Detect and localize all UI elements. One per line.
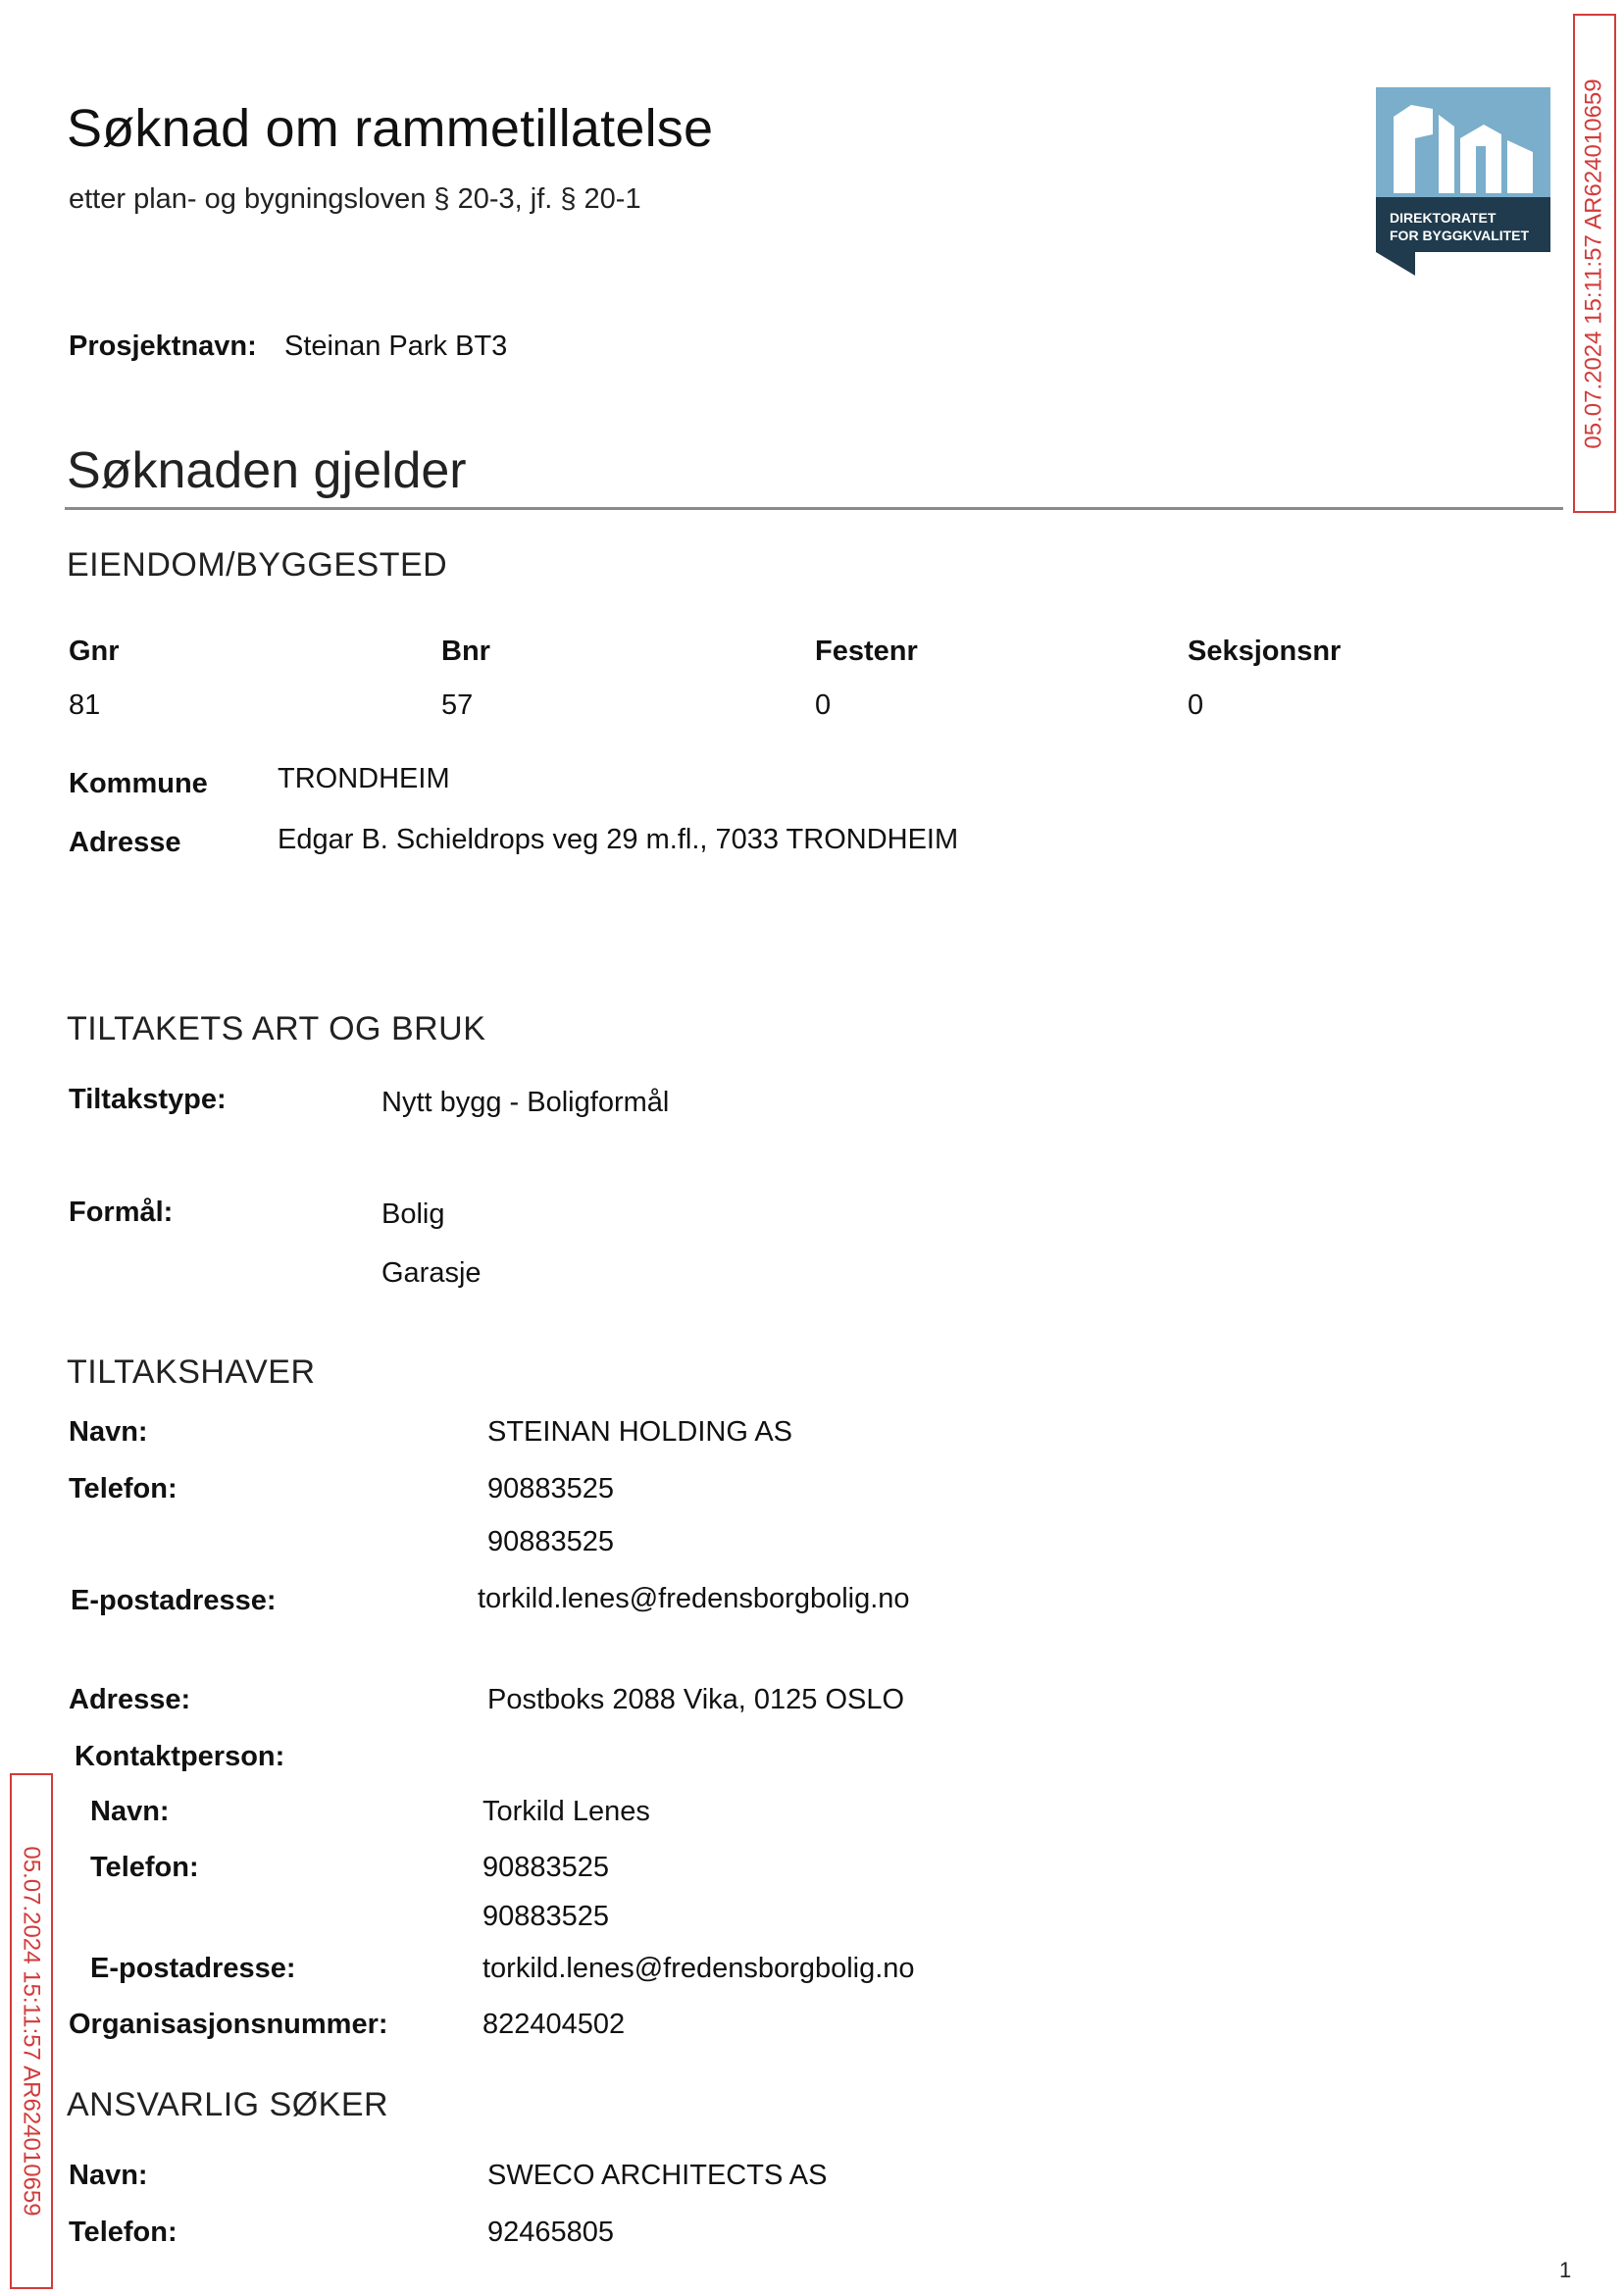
kontakt-telefon-value-1: 90883525	[482, 1852, 610, 1883]
bnr-value: 57	[441, 689, 474, 721]
gnr-value: 81	[69, 689, 101, 721]
orgnr-label: Organisasjonsnummer:	[69, 2009, 388, 2040]
ansvarlig-navn-label: Navn:	[69, 2160, 148, 2191]
logo-text-line2: FOR BYGGKVALITET	[1390, 228, 1530, 243]
tiltakshaver-adresse-label: Adresse:	[69, 1684, 191, 1715]
bnr-label: Bnr	[441, 636, 490, 667]
tiltakshaver-telefon-label: Telefon:	[69, 1473, 178, 1504]
kontakt-navn-label: Navn:	[90, 1796, 170, 1827]
seksjonsnr-value: 0	[1188, 689, 1204, 721]
logo-text-line1: DIREKTORATET	[1390, 210, 1497, 226]
tiltakshaver-adresse-value: Postboks 2088 Vika, 0125 OSLO	[487, 1684, 905, 1715]
formal-value-1: Bolig	[381, 1198, 445, 1230]
tiltakstype-label: Tiltakstype:	[69, 1084, 227, 1115]
project-name-label: Prosjektnavn:	[69, 331, 257, 362]
kontaktperson-label: Kontaktperson:	[75, 1741, 285, 1772]
stamp-text: 05.07.2024 15:11:57 AR624010659	[1581, 77, 1607, 449]
kontakt-navn-value: Torkild Lenes	[482, 1796, 650, 1827]
section-divider	[65, 507, 1563, 510]
festenr-value: 0	[815, 689, 832, 721]
timestamp-stamp-left	[10, 1773, 53, 2289]
tiltakshaver-epost-label: E-postadresse:	[71, 1585, 277, 1616]
seksjonsnr-label: Seksjonsnr	[1188, 636, 1342, 667]
ansvarlig-heading: ANSVARLIG SØKER	[67, 2086, 389, 2123]
project-name-value: Steinan Park BT3	[284, 331, 508, 362]
kontakt-telefon-value-2: 90883525	[482, 1901, 610, 1932]
adresse-label: Adresse	[69, 827, 181, 858]
kommune-label: Kommune	[69, 768, 208, 799]
page-subtitle: etter plan- og bygningsloven § 20-3, jf. § 20-1	[69, 183, 641, 215]
adresse-value: Edgar B. Schieldrops veg 29 m.fl., 7033 TRONDHEIM	[278, 824, 959, 855]
eiendom-heading: EIENDOM/BYGGESTED	[67, 546, 448, 584]
tiltakshaver-heading: TILTAKSHAVER	[67, 1353, 316, 1391]
kontakt-telefon-label: Telefon:	[90, 1852, 199, 1883]
tiltak-heading: TILTAKETS ART OG BRUK	[67, 1010, 486, 1047]
ansvarlig-telefon-label: Telefon:	[69, 2217, 178, 2248]
tiltakshaver-navn-label: Navn:	[69, 1416, 148, 1448]
formal-value-2: Garasje	[381, 1257, 482, 1289]
tiltakshaver-telefon-value-2: 90883525	[487, 1526, 615, 1557]
timestamp-stamp-right	[1573, 14, 1616, 513]
ansvarlig-telefon-value: 92465805	[487, 2217, 615, 2248]
gnr-label: Gnr	[69, 636, 120, 667]
page-title: Søknad om rammetillatelse	[67, 99, 714, 158]
kontakt-epost-value: torkild.lenes@fredensborgbolig.no	[482, 1953, 915, 1984]
stamp-text: 05.07.2024 15:11:57 AR624010659	[19, 1846, 45, 2217]
kontakt-epost-label: E-postadresse:	[90, 1953, 296, 1984]
tiltakshaver-telefon-value-1: 90883525	[487, 1473, 615, 1504]
kommune-value: TRONDHEIM	[278, 763, 450, 794]
tiltakstype-value: Nytt bygg - Boligformål	[381, 1087, 670, 1118]
dibk-logo	[1376, 87, 1550, 276]
page-number: 1	[1559, 2258, 1572, 2282]
formal-label: Formål:	[69, 1197, 174, 1228]
tiltakshaver-navn-value: STEINAN HOLDING AS	[487, 1416, 793, 1448]
ansvarlig-navn-value: SWECO ARCHITECTS AS	[487, 2160, 828, 2191]
section-title: Søknaden gjelder	[67, 442, 467, 499]
orgnr-value: 822404502	[482, 2009, 626, 2040]
festenr-label: Festenr	[815, 636, 918, 667]
tiltakshaver-epost-value: torkild.lenes@fredensborgbolig.no	[478, 1583, 910, 1614]
